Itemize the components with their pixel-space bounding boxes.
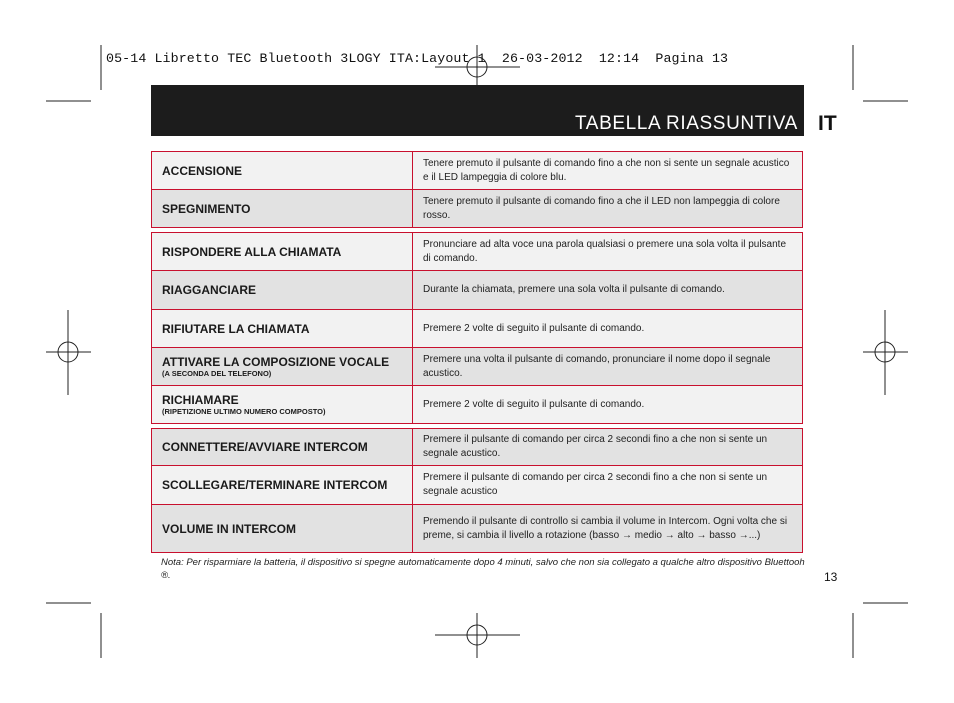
function-description: Tenere premuto il pulsante di comando fino a che non si sente un segnale acustico e il LED lampeggia di colore blu. <box>413 152 803 190</box>
function-description: Premere 2 volte di seguito il pulsante di comando. <box>413 386 803 424</box>
function-description: Premere 2 volte di seguito il pulsante di comando. <box>413 310 803 348</box>
function-description: Premere una volta il pulsante di comando, pronunciare il nome dopo il segnale acustico. <box>413 348 803 386</box>
table-row <box>152 190 803 228</box>
registration-mark-bottom <box>435 613 520 658</box>
registration-mark-right <box>863 310 908 395</box>
function-label: RICHIAMARE (RIPETIZIONE ULTIMO NUMERO COMPOSTO) <box>152 386 413 424</box>
table-row <box>152 386 803 424</box>
function-description: Premere il pulsante di comando per circa 2 secondi fino a che non si sente un segnale acustico. <box>413 429 803 466</box>
function-description: Premendo il pulsante di controllo si cambia il volume in Intercom. Ogni volta che si preme, si cambia il livello a rotazione (basso → medio → alto → basso →...) <box>413 505 803 553</box>
page-number: 13 <box>824 570 838 584</box>
function-label: SCOLLEGARE/TERMINARE INTERCOM <box>152 466 413 505</box>
table-row <box>152 348 803 386</box>
function-label: ACCENSIONE <box>152 152 413 190</box>
print-slug-line: 05-14 Libretto TEC Bluetooth 3LOGY ITA:Layout 1 26-03-2012 12:14 Pagina 13 <box>106 51 729 66</box>
language-code: IT <box>818 112 837 135</box>
function-description: Pronunciare ad alta voce una parola qualsiasi o premere una sola volta il pulsante di comando. <box>413 233 803 271</box>
function-label: RIFIUTARE LA CHIAMATA <box>152 310 413 348</box>
function-label: SPEGNIMENTO <box>152 190 413 228</box>
table-row <box>152 505 803 553</box>
page-title: TABELLA RIASSUNTIVA <box>575 113 798 134</box>
footnote: Nota: Per risparmiare la batteria, il dispositivo si spegne automaticamente dopo 4 minuti, salvo che non sia collegato a qualche altro dispositivo Bluettooh ®. <box>161 557 805 581</box>
function-label: CONNETTERE/AVVIARE INTERCOM <box>152 429 413 466</box>
registration-mark-left <box>46 310 91 395</box>
table-row <box>152 233 803 271</box>
table-row <box>152 152 803 190</box>
table-row <box>152 466 803 505</box>
function-label: RIAGGANCIARE <box>152 271 413 310</box>
function-label: RISPONDERE ALLA CHIAMATA <box>152 233 413 271</box>
table-row <box>152 271 803 310</box>
function-label: VOLUME IN INTERCOM <box>152 505 413 553</box>
table-row <box>152 429 803 466</box>
function-description: Premere il pulsante di comando per circa 2 secondi fino a che non si sente un segnale acustico <box>413 466 803 505</box>
summary-table <box>151 151 803 553</box>
function-sublabel: (A SECONDA DEL TELEFONO) <box>162 369 272 378</box>
table-row <box>152 310 803 348</box>
function-description: Tenere premuto il pulsante di comando fino a che il LED non lampeggia di colore rosso. <box>413 190 803 228</box>
function-label: ATTIVARE LA COMPOSIZIONE VOCALE (A SECONDA DEL TELEFONO) <box>152 348 413 386</box>
function-description: Durante la chiamata, premere una sola volta il pulsante di comando. <box>413 271 803 310</box>
function-sublabel: (RIPETIZIONE ULTIMO NUMERO COMPOSTO) <box>162 407 326 416</box>
